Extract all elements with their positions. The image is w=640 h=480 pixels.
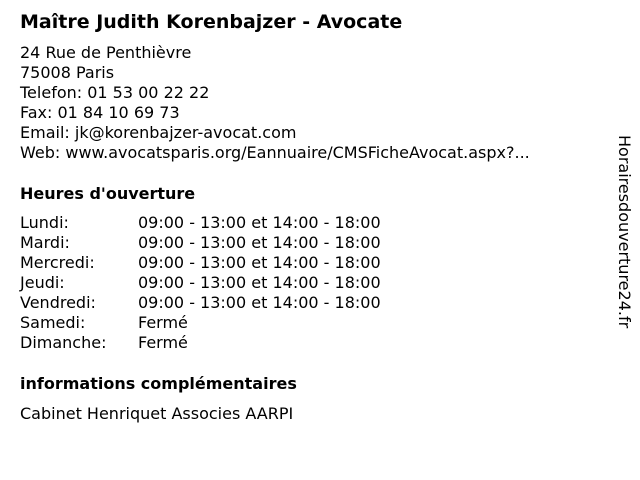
hours-row [20,233,381,253]
hours-row [20,273,381,293]
address-street: 24 Rue de Penthièvre [20,43,192,62]
hours-row [20,313,381,333]
hours-value: 09:00 - 13:00 et 14:00 - 18:00 [138,213,381,232]
additional-info-text: Cabinet Henriquet Associes AARPI [20,404,294,423]
website-link[interactable]: Web: www.avocatsparis.org/Eannuaire/CMSFicheAvocat.aspx?... [20,143,530,162]
hours-value: 09:00 - 13:00 et 14:00 - 18:00 [138,293,381,312]
address-city: 75008 Paris [20,63,115,82]
hours-row [20,253,381,273]
opening-hours-table [20,213,381,353]
day-label: Lundi: [20,213,69,232]
hours-value: 09:00 - 13:00 et 14:00 - 18:00 [138,273,381,292]
email-address: Email: jk@korenbajzer-avocat.com [20,123,297,142]
day-label: Mardi: [20,233,70,252]
day-label: Samedi: [20,313,86,332]
hours-row [20,213,381,233]
contact-block [20,43,530,163]
page-title: Maître Judith Korenbajzer - Avocate [20,11,403,33]
fax-number: Fax: 01 84 10 69 73 [20,103,180,122]
site-watermark: Horairesdouverture24.fr [615,135,634,329]
hours-row [20,293,381,313]
day-label: Mercredi: [20,253,95,272]
opening-hours-heading: Heures d'ouverture [20,184,196,203]
additional-info-heading: informations complémentaires [20,374,297,393]
hours-value: 09:00 - 13:00 et 14:00 - 18:00 [138,253,381,272]
hours-row [20,333,381,353]
day-label: Vendredi: [20,293,96,312]
phone-number: Telefon: 01 53 00 22 22 [20,83,210,102]
day-label: Dimanche: [20,333,107,352]
hours-value: Fermé [138,333,188,352]
hours-value: Fermé [138,313,188,332]
day-label: Jeudi: [20,273,65,292]
hours-value: 09:00 - 13:00 et 14:00 - 18:00 [138,233,381,252]
